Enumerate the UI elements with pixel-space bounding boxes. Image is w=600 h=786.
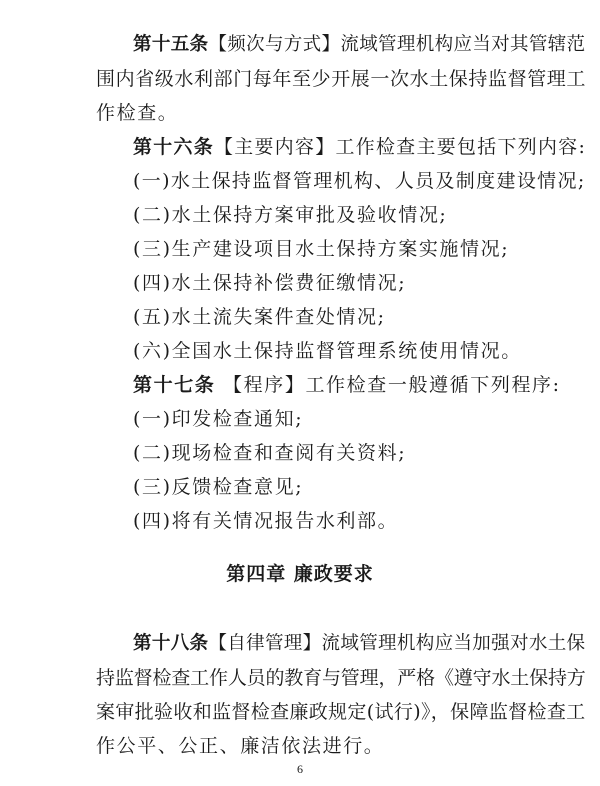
- article-15-line-3: 作检查。: [96, 102, 179, 124]
- article-17-label: 第十七条: [133, 374, 216, 396]
- article-16-item-3: (三)生产建设项目水土保持方案实施情况;: [133, 238, 510, 260]
- article-16-item-5: (五)水土流失案件查处情况;: [133, 306, 386, 328]
- article-17-item-2: (二)现场检查和查阅有关资料;: [133, 442, 407, 464]
- article-18-text-1: 【自律管理】流域管理机构应当加强对水土保: [208, 633, 586, 654]
- article-18-line-2: 持监督检查工作人员的教育与管理，严格《遵守水土保持方: [96, 667, 586, 689]
- article-18-line-3: 案审批验收和监督检查廉政规定(试行)》，保障监督检查工: [96, 701, 586, 723]
- article-18-line-4: 作公平、公正、廉洁依法进行。: [96, 735, 385, 757]
- article-15-line-2: 围内省级水利部门每年至少开展一次水土保持监督管理工: [96, 68, 587, 90]
- article-15-line-1: [133, 33, 585, 57]
- article-18-label: 第十八条: [133, 633, 209, 654]
- article-15-label: 第十五条: [133, 34, 209, 55]
- article-16-item-2: (二)水土保持方案审批及验收情况;: [133, 204, 448, 226]
- page-number: 6: [297, 762, 303, 776]
- article-17-intro-line: [133, 373, 561, 397]
- article-16-label: 第十六条: [133, 136, 214, 158]
- article-16-intro: 【主要内容】工作检查主要包括下列内容:: [214, 136, 587, 158]
- article-16-intro-line: [133, 135, 586, 159]
- article-17-intro: 【程序】工作检查一般遵循下列程序:: [215, 374, 561, 396]
- article-18-line-1: [133, 632, 585, 656]
- article-17-item-4: (四)将有关情况报告水利部。: [133, 510, 399, 532]
- article-16-item-6: (六)全国水土保持监督管理系统使用情况。: [133, 340, 522, 362]
- article-15-text-1: 【频次与方式】流域管理机构应当对其管辖范: [208, 34, 586, 55]
- article-16-item-1: (一)水土保持监督管理机构、人员及制度建设情况;: [133, 170, 586, 192]
- article-17-item-1: (一)印发检查通知;: [133, 408, 304, 430]
- chapter-4-heading: 第四章 廉政要求: [226, 563, 374, 585]
- article-16-item-4: (四)水土保持补偿费征缴情况;: [133, 272, 407, 294]
- article-17-item-3: (三)反馈检查意见;: [133, 476, 304, 498]
